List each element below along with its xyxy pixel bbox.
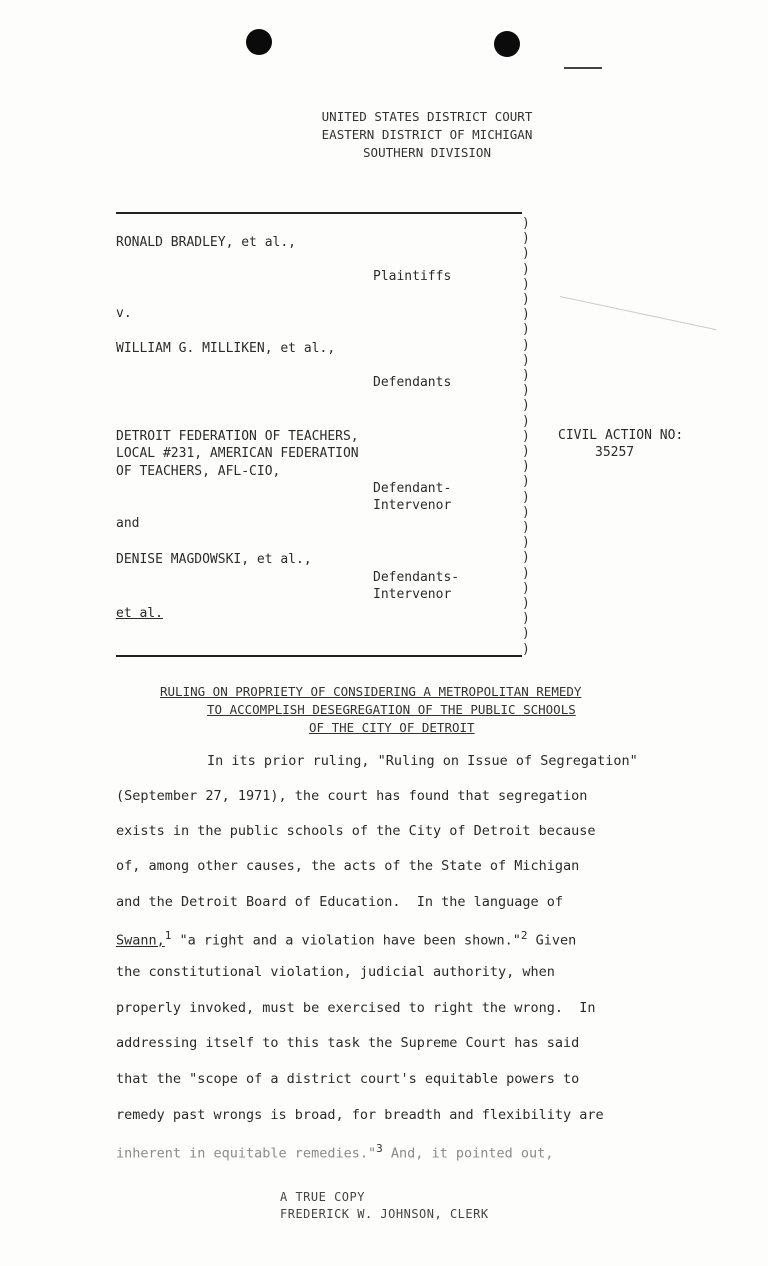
body-line-9: addressing itself to this task the Supreme Court has said [116, 1035, 580, 1051]
body-line-10: that the "scope of a district court's equitable powers to [116, 1071, 580, 1087]
court-district: EASTERN DISTRICT OF MICHIGAN [321, 127, 533, 142]
body-line-3: exists in the public schools of the City of Detroit because [116, 823, 596, 839]
civil-action-number: 35257 [595, 445, 635, 460]
quotation: "a right and a violation have been shown." [171, 932, 521, 949]
caption-bottom-rule [116, 655, 522, 657]
body-line-6 [116, 929, 576, 949]
intervenor1-line1: DETROIT FEDERATION OF TEACHERS, [116, 429, 359, 444]
body-line-11: remedy past wrongs is broad, for breadth and flexibility are [116, 1107, 604, 1123]
plaintiff-name: RONALD BRADLEY, et al., [116, 235, 297, 250]
body-line-2: (September 27, 1971), the court has found that segregation [116, 788, 588, 804]
body-line-4: of, among other causes, the acts of the State of Michigan [116, 858, 580, 874]
intervenor1-role-1: Defendant- [373, 481, 452, 496]
ruling-title-line2: TO ACCOMPLISH DESEGREGATION OF THE PUBLIC SCHOOLS [207, 702, 576, 717]
punch-hole-right [494, 31, 520, 57]
ruling-title-line1: RULING ON PROPRIETY OF CONSIDERING A METROPOLITAN REMEDY [160, 684, 582, 699]
intervenor2-role-1: Defendants- [373, 570, 460, 585]
intervenor1-line3: OF TEACHERS, AFL-CIO, [116, 464, 281, 479]
scan-mark [564, 67, 602, 69]
court-name: UNITED STATES DISTRICT COURT [321, 109, 533, 124]
body-line-12 [116, 1142, 553, 1162]
true-copy-label: A TRUE COPY [280, 1190, 365, 1204]
body-line-8: properly invoked, must be exercised to right the wrong. In [116, 1000, 596, 1016]
intervenor2-role-2: Intervenor [373, 587, 452, 602]
footnote-ref-2: 2 [520, 929, 528, 942]
clerk-name: FREDERICK W. JOHNSON, CLERK [280, 1207, 489, 1221]
et-al: et al. [116, 606, 163, 621]
body-line-12-end: And, it pointed out, [382, 1145, 554, 1162]
caption-bracket: ) ) ) ) ) ) ) ) ) ) ) ) ) ) ) ) ) ) ) ) ) ) ) ) ) ) ) ) ) [522, 216, 530, 657]
and-connector: and [116, 516, 140, 531]
fold-line [560, 296, 717, 330]
footnote-ref-3: 3 [376, 1142, 383, 1155]
ruling-title-line3: OF THE CITY OF DETROIT [309, 720, 475, 735]
body-line-12-text: inherent in equitable remedies." [116, 1145, 377, 1162]
caption-top-rule [116, 212, 522, 214]
punch-hole-left [246, 29, 272, 55]
versus: v. [116, 306, 132, 321]
civil-action-label: CIVIL ACTION NO: [558, 428, 684, 443]
body-line-1: In its prior ruling, "Ruling on Issue of Segregation" [207, 753, 638, 769]
case-citation-swann: Swann, [116, 932, 165, 949]
intervenor2-name: DENISE MAGDOWSKI, et al., [116, 552, 312, 567]
intervenor1-line2: LOCAL #231, AMERICAN FEDERATION [116, 446, 359, 461]
body-line-6-end: Given [527, 932, 577, 949]
body-line-5: and the Detroit Board of Education. In the language of [116, 894, 564, 910]
body-line-7: the constitutional violation, judicial authority, when [116, 964, 555, 980]
plaintiff-role: Plaintiffs [373, 269, 452, 284]
intervenor1-role-2: Intervenor [373, 498, 452, 513]
court-division: SOUTHERN DIVISION [363, 145, 491, 160]
footnote-ref-1: 1 [164, 929, 172, 942]
defendant-name: WILLIAM G. MILLIKEN, et al., [116, 341, 336, 356]
defendant-role: Defendants [373, 375, 452, 390]
